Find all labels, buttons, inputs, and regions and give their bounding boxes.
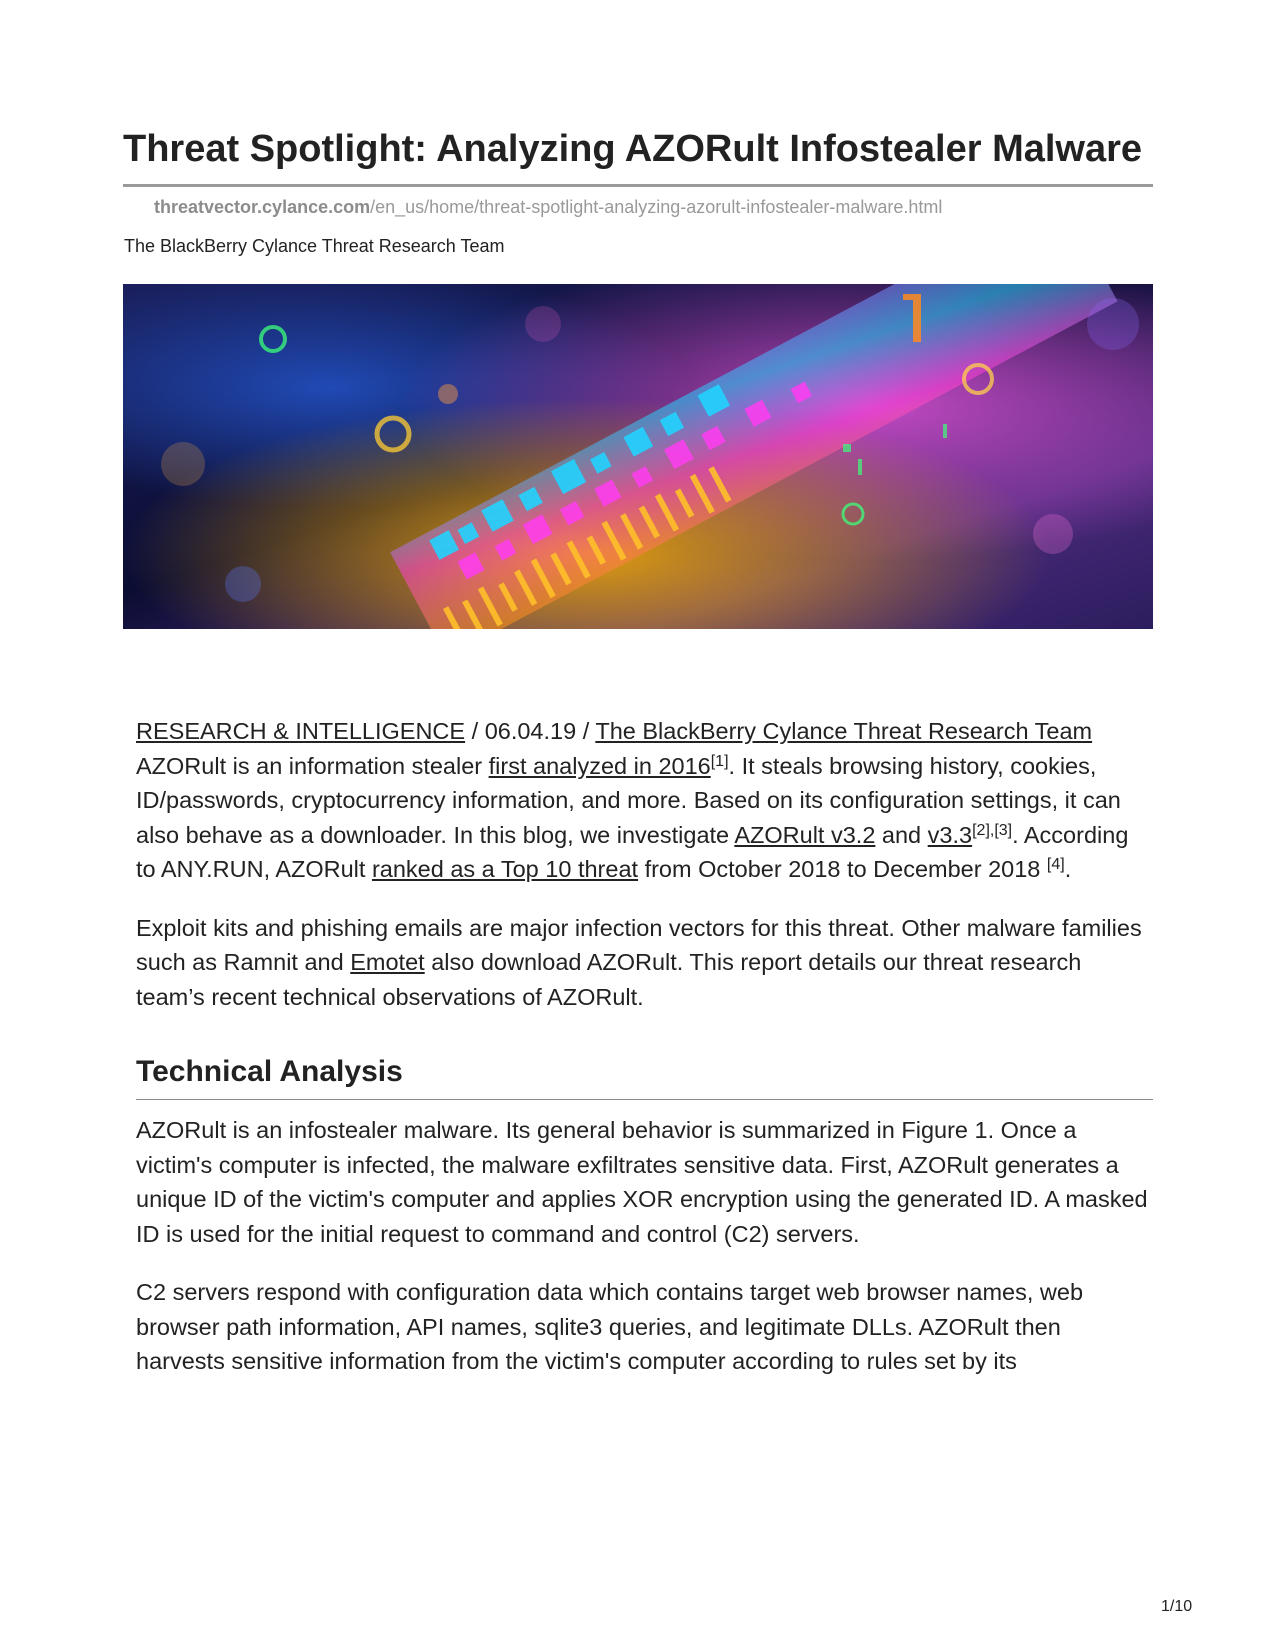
page-number: 1/10 — [1161, 1598, 1193, 1615]
text-run: and — [875, 821, 928, 848]
text-run: also download AZORult. This report details our threat research team’s recent technical observations of AZORult. — [136, 949, 1082, 1010]
title-divider — [123, 184, 1153, 187]
text-run: Exploit kits and phishing emails are major infection vectors for this threat. Other malware families such as Ramnit and — [136, 914, 1142, 975]
source-host: threatvector.cylance.com — [154, 197, 371, 217]
author-link[interactable]: The BlackBerry Cylance Threat Research Team — [595, 718, 1093, 744]
hero-image-graphic — [123, 284, 1153, 629]
first-analyzed-link[interactable]: first analyzed in 2016 — [488, 752, 711, 779]
meta-separator: / — [465, 718, 485, 744]
source-url[interactable] — [154, 197, 942, 218]
c2-servers-paragraph: C2 servers respond with configuration data which contains target web browser names, web browser path information, API names, sqlite3 queries, and legitimate DLLs. AZORult then harvests sensitive information from the victim's computer according to rules set by its — [136, 1279, 1084, 1374]
text-run: . According to ANY.RUN, AZORult — [136, 821, 1129, 882]
intro-paragraph — [136, 749, 1153, 887]
page-title: Threat Spotlight: Analyzing AZORult Infostealer Malware — [123, 128, 1143, 170]
text-run: . — [1064, 856, 1072, 882]
text-run: from October 2018 to December 2018 — [638, 856, 1047, 882]
section-heading: Technical Analysis — [136, 1055, 403, 1088]
technical-analysis-paragraph: AZORult is an infostealer malware. Its general behavior is summarized in Figure 1. Once a victim's computer is infected, the malware exfiltrates sensitive data. First, AZORult generates a unique ID of the victim's computer and applies XOR encryption using the generated ID. A masked ID is used for the initial request to command and control (C2) servers. — [136, 1117, 1148, 1247]
section-divider — [136, 1099, 1153, 1100]
azorult-v32-link[interactable]: AZORult v3.2 — [734, 821, 876, 848]
source-path: /en_us/home/threat-spotlight-analyzing-azorult-infostealer-malware.html — [370, 197, 943, 217]
footnote-ref: [1] — [710, 752, 729, 770]
emotet-link[interactable]: Emotet — [350, 949, 425, 975]
publish-date: 06.04.19 — [484, 718, 577, 744]
meta-separator: / — [576, 718, 596, 744]
infection-vectors-paragraph — [136, 911, 1153, 1015]
article-meta — [136, 714, 1153, 749]
byline: The BlackBerry Cylance Threat Research Team — [124, 236, 505, 256]
v33-link[interactable]: v3.3 — [927, 821, 973, 848]
article-body — [136, 714, 1153, 1379]
text-run: . It steals browsing history, cookies, ID/passwords, cryptocurrency information, and more. Based on its configuration settings, it can also behave as a downloader. In this blog, we investigate — [136, 752, 1121, 848]
text-run: AZORult is an information stealer — [136, 752, 489, 779]
hero-image — [123, 284, 1153, 629]
top10-threat-link[interactable]: ranked as a Top 10 threat — [371, 856, 639, 882]
footnote-ref: [4] — [1046, 856, 1065, 873]
category-link[interactable]: RESEARCH & INTELLIGENCE — [136, 718, 466, 744]
footnote-ref: [2],[3] — [972, 821, 1013, 839]
